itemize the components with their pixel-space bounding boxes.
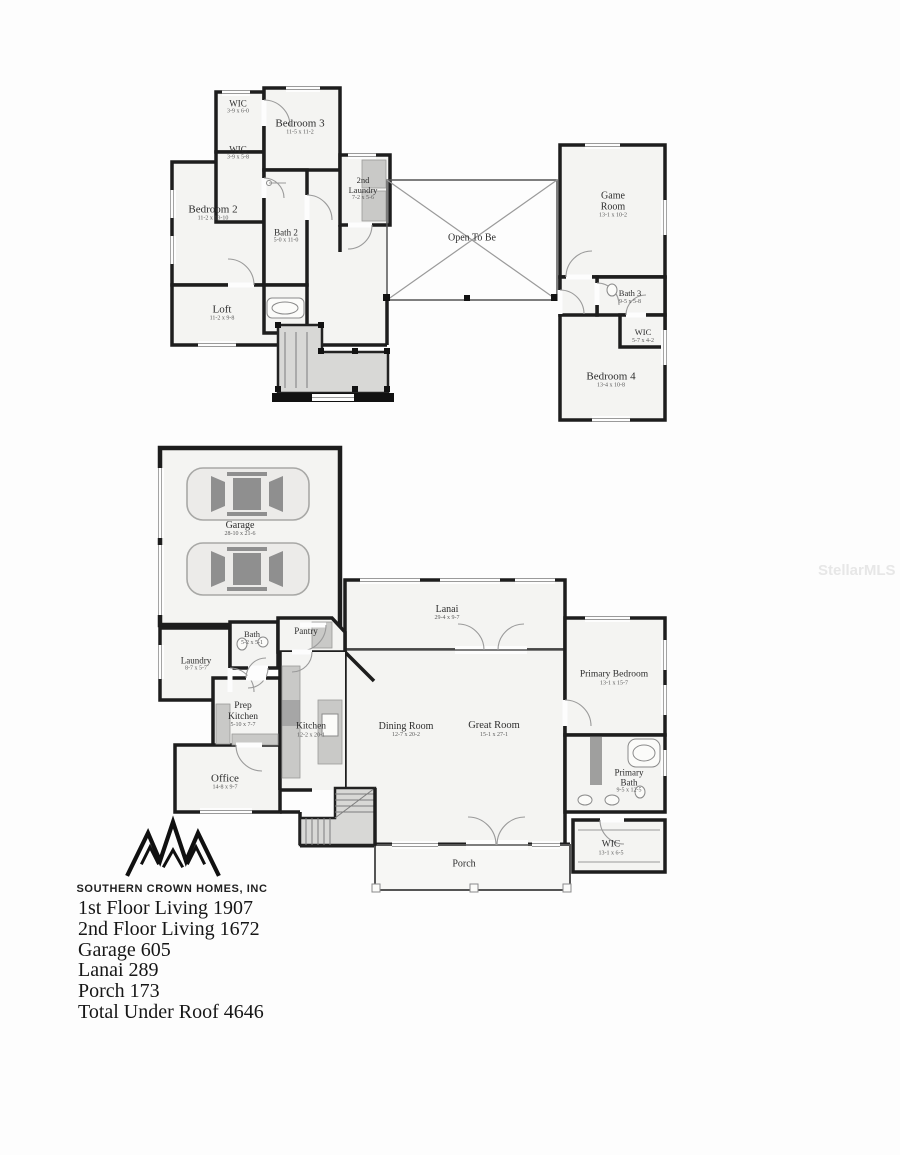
room-label-open-to-below (448, 232, 496, 243)
bathtub-icon (267, 298, 304, 318)
area-line: 1st Floor Living 1907 (78, 897, 254, 919)
room-name: Primary (614, 767, 644, 778)
room-dims: 12-7 x 20-2 (391, 732, 420, 739)
room-name: Open To Be (448, 232, 496, 244)
room-name: Room (600, 201, 626, 213)
room-dims: 3-9 x 6-0 (227, 108, 249, 115)
room-name: Bath (243, 628, 261, 639)
room-name: Office (211, 772, 239, 785)
room-dims: 7-2 x 5-6 (351, 195, 374, 202)
room-dims: 13-1 x 10-2 (599, 212, 627, 219)
room-name: WIC (634, 326, 652, 337)
area-line: Garage 605 (78, 938, 171, 961)
watermark: StellarMLS (818, 562, 896, 579)
car-icon (187, 468, 309, 520)
room-label-2nd-laundry (349, 176, 378, 202)
room-name: WIC (601, 839, 621, 850)
room-dims: 5-2 x 5-1 (241, 639, 263, 646)
room-dims: 9-5 x 5-8 (619, 298, 641, 305)
room-label-pantry (294, 626, 318, 636)
room-label-bedroom3 (275, 117, 324, 136)
room-name: Prep (234, 701, 252, 712)
room-name: Bath (620, 777, 638, 788)
room-dims: 8-7 x 5-7 (185, 665, 207, 672)
room-dims: 5-0 x 11-0 (273, 237, 299, 244)
room-name: Pantry (294, 625, 318, 636)
room-name: Laundry (180, 655, 212, 666)
room-name: WIC (229, 98, 247, 109)
room-label-kitchen (296, 721, 326, 738)
area-line: Total Under Roof 4646 (78, 1000, 264, 1023)
area-line: 2nd Floor Living 1672 (78, 917, 260, 940)
room-dims: 11-2 x 9-8 (209, 315, 235, 322)
area-line: Porch 173 (78, 980, 160, 1003)
room-label-bath3 (619, 289, 641, 305)
room-label-bath2 (274, 228, 299, 245)
bathtub-icon (628, 739, 660, 767)
room-label-lanai (435, 604, 460, 622)
room-name: Garage (225, 520, 255, 532)
room-label-great-room (468, 720, 520, 738)
room-label-wic1 (227, 99, 249, 116)
room-dims: 13-4 x 10-8 (596, 382, 625, 389)
room-name: Loft (212, 303, 232, 316)
room-label-bath (241, 630, 263, 646)
room-label-office (211, 772, 239, 791)
room-name: Primary Bedroom (579, 669, 649, 680)
room-name: WIC (229, 144, 247, 155)
room-label-dining-room (379, 721, 434, 739)
room-dims: 28-10 x 21-6 (224, 531, 256, 538)
room-label-garage (225, 520, 256, 538)
room-label-wic2 (227, 145, 249, 162)
toilet-icon (607, 284, 617, 296)
room-label-prep-kitchen (228, 701, 258, 729)
room-name: Dining Room (378, 721, 434, 733)
room-name: Bedroom 4 (586, 370, 636, 383)
area-summary (78, 898, 264, 1023)
room-dims: 12-2 x 20-1 (296, 731, 325, 738)
room-name: Lanai (435, 604, 459, 616)
room-dims: 9-5 x 12-5 (616, 787, 642, 794)
room-dims: 13-1 x 15-7 (600, 679, 628, 686)
room-name: Great Room (468, 719, 520, 731)
crown-logo-icon (128, 822, 218, 874)
room-label-game-room (599, 190, 627, 219)
company-name: SOUTHERN CROWN HOMES, INC (76, 883, 268, 895)
room-dims: 13-1 x 6-5 (598, 849, 624, 856)
first-floor-stairs (300, 788, 375, 845)
room-label-loft (210, 303, 235, 322)
room-name: Bedroom 2 (188, 203, 238, 216)
room-label-wic (599, 839, 624, 856)
room-name: Game (601, 190, 625, 202)
room-dims: 15-1 x 27-1 (480, 731, 508, 738)
room-dims: 5-10 x 7-7 (230, 722, 256, 729)
room-label-primary-bath (615, 768, 644, 795)
car-icon (187, 543, 309, 595)
area-line: Lanai 289 (78, 959, 159, 982)
room-label-bedroom4 (586, 370, 635, 389)
room-dims: 11-2 x 13-10 (197, 215, 229, 222)
room-label-primary-bedroom (580, 669, 648, 686)
room-label-bedroom2 (188, 203, 237, 222)
room-dims: 3-9 x 5-8 (227, 154, 249, 161)
room-name: 2nd (356, 175, 370, 186)
room-name: Porch (452, 858, 476, 870)
room-name: Kitchen (295, 721, 327, 732)
room-name: Bedroom 3 (275, 117, 325, 130)
room-label-laundry (181, 656, 212, 673)
room-dims: 29-4 x 9-7 (434, 615, 460, 622)
room-name: Laundry (348, 184, 378, 195)
room-name: Bath 3 (618, 287, 642, 298)
room-dims: 11-5 x 11-2 (286, 129, 314, 136)
room-label-porch (452, 858, 475, 869)
room-dims: 14-8 x 9-7 (212, 784, 238, 791)
room-dims: 5-7 x 4-2 (632, 337, 654, 344)
room-name: Kitchen (227, 711, 259, 722)
room-label-wic3 (632, 328, 654, 344)
room-name: Bath 2 (274, 227, 298, 238)
